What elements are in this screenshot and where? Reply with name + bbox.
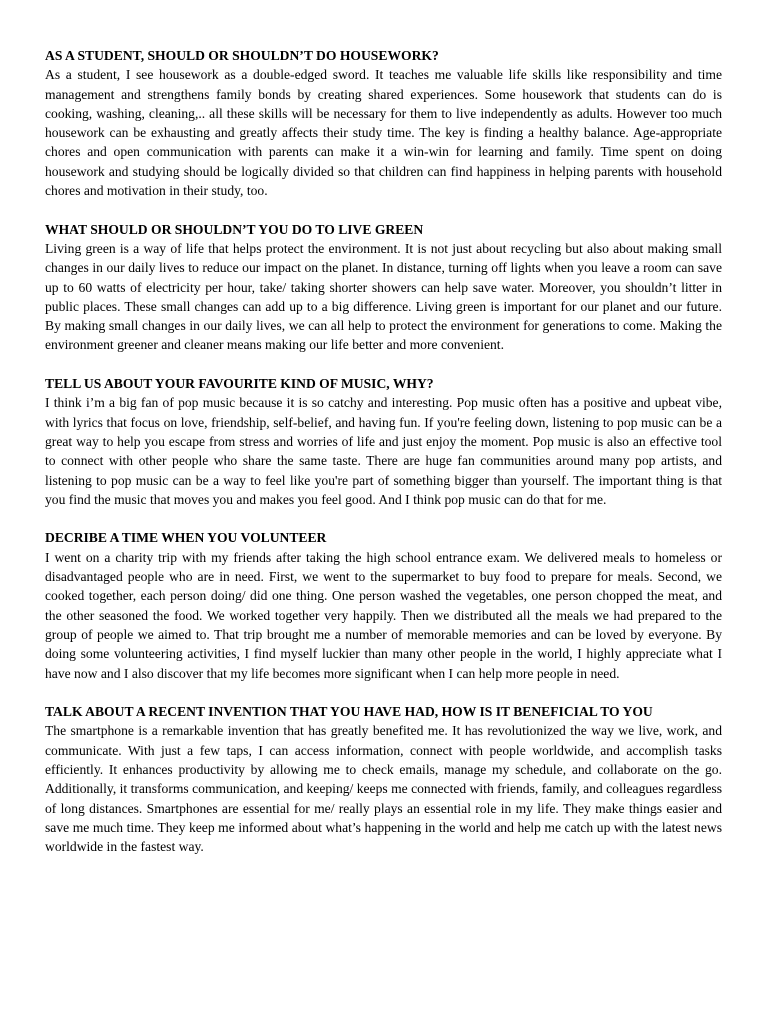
section-body: Living green is a way of life that helps protect the environment. It is not just about recycling but also about making small changes in our daily lives to reduce our impact on the planet. In distance, turning off lights when you leave a room can save up to 60 watts of electricity per hour, take/ taking shorter showers can help save water. Moreover, you shouldn’t litter in public places. These small changes can add up to a big difference. Living green is important for our planet and our future. By making small changes in our daily lives, we can all help to protect the environment for generations to come. Making the environment greener and cleaner means making our life better and more convenient. <box>45 240 722 353</box>
section-heading: DECRIBE A TIME WHEN YOU VOLUNTEER <box>45 530 327 546</box>
section-body: The smartphone is a remarkable invention that has greatly benefited me. It has revolutionized the way we live, work, and communicate. With just a few taps, I can access information, connect with people worldwide, and accomplish tasks efficiently. It enhances productivity by allowing me to check emails, manage my schedule, and collaborate on the go. Additionally, it transforms communication, and keeping/ keeps me connected with friends, family, and colleagues regardless of long distances. Smartphones are essential for me/ really plays an essential role in my life. They make things easier and save me much time. They keep me informed about what’s happening in the world and help me catch up with the latest news worldwide in the fastest way. <box>45 723 722 855</box>
section-heading: TELL US ABOUT YOUR FAVOURITE KIND OF MUSIC, WHY? <box>45 376 434 392</box>
section-heading: WHAT SHOULD OR SHOULDN’T YOU DO TO LIVE GREEN <box>45 221 424 237</box>
section-recent-invention <box>45 702 722 856</box>
section-body: As a student, I see housework as a double-edged sword. It teaches me valuable life skills like responsibility and time management and strengthens family bonds by creating shared experiences. Some housework that students can do is cooking, washing, cleaning,.. all these skills will be necessary for them to live independently as adults. However too much housework can be exhausting and greatly affects their study time. The key is finding a healthy balance. Age-appropriate chores and open communication with parents can make it a win-win for learning and family. Time spent on doing housework and studying should be logically divided so that children can find happiness in helping parents with household chores and motivation in their study, too. <box>45 67 722 199</box>
section-housework <box>45 46 722 200</box>
section-heading: TALK ABOUT A RECENT INVENTION THAT YOU HAVE HAD, HOW IS IT BENEFICIAL TO YOU <box>45 704 653 720</box>
section-heading: AS A STUDENT, SHOULD OR SHOULDN’T DO HOUSEWORK? <box>45 48 439 63</box>
section-favourite-music <box>45 374 722 509</box>
section-live-green <box>45 220 722 355</box>
section-body: I went on a charity trip with my friends after taking the high school entrance exam. We delivered meals to homeless or disadvantaged people who are in need. First, we went to the supermarket to buy food to prepare for meals. Second, we cooked together, each person doing/ did one thing. One person washed the vegetables, one person chopped the meat, and the other seasoned the food. We worked together very happily. Then we distributed all the meals we had prepared to the group of people we aimed to. That trip brought me a number of memorable memories and can be loved by everyone. By doing some volunteering activities, I find myself luckier than many other people in the world, I highly appreciate what I have now and I also discover that my life becomes more significant when I can help more people in need. <box>45 549 722 681</box>
document-page <box>45 46 722 876</box>
section-volunteer <box>45 528 722 682</box>
section-body: I think i’m a big fan of pop music because it is so catchy and interesting. Pop music often has a positive and upbeat vibe, with lyrics that focus on love, friendship, self-belief, and having fun. If you're feeling down, listening to pop music can be a great way to help you escape from stress and worries of life and just enjoy the moment. Pop music is also an effective tool to connect with other people who share the same taste. There are huge fan communities around many pop artists, and listening to pop music can be a way to feel like you're part of something bigger than yourself. The important thing is that you find the music that moves you and makes you feel good. And I think pop music can do that for me. <box>45 395 722 507</box>
